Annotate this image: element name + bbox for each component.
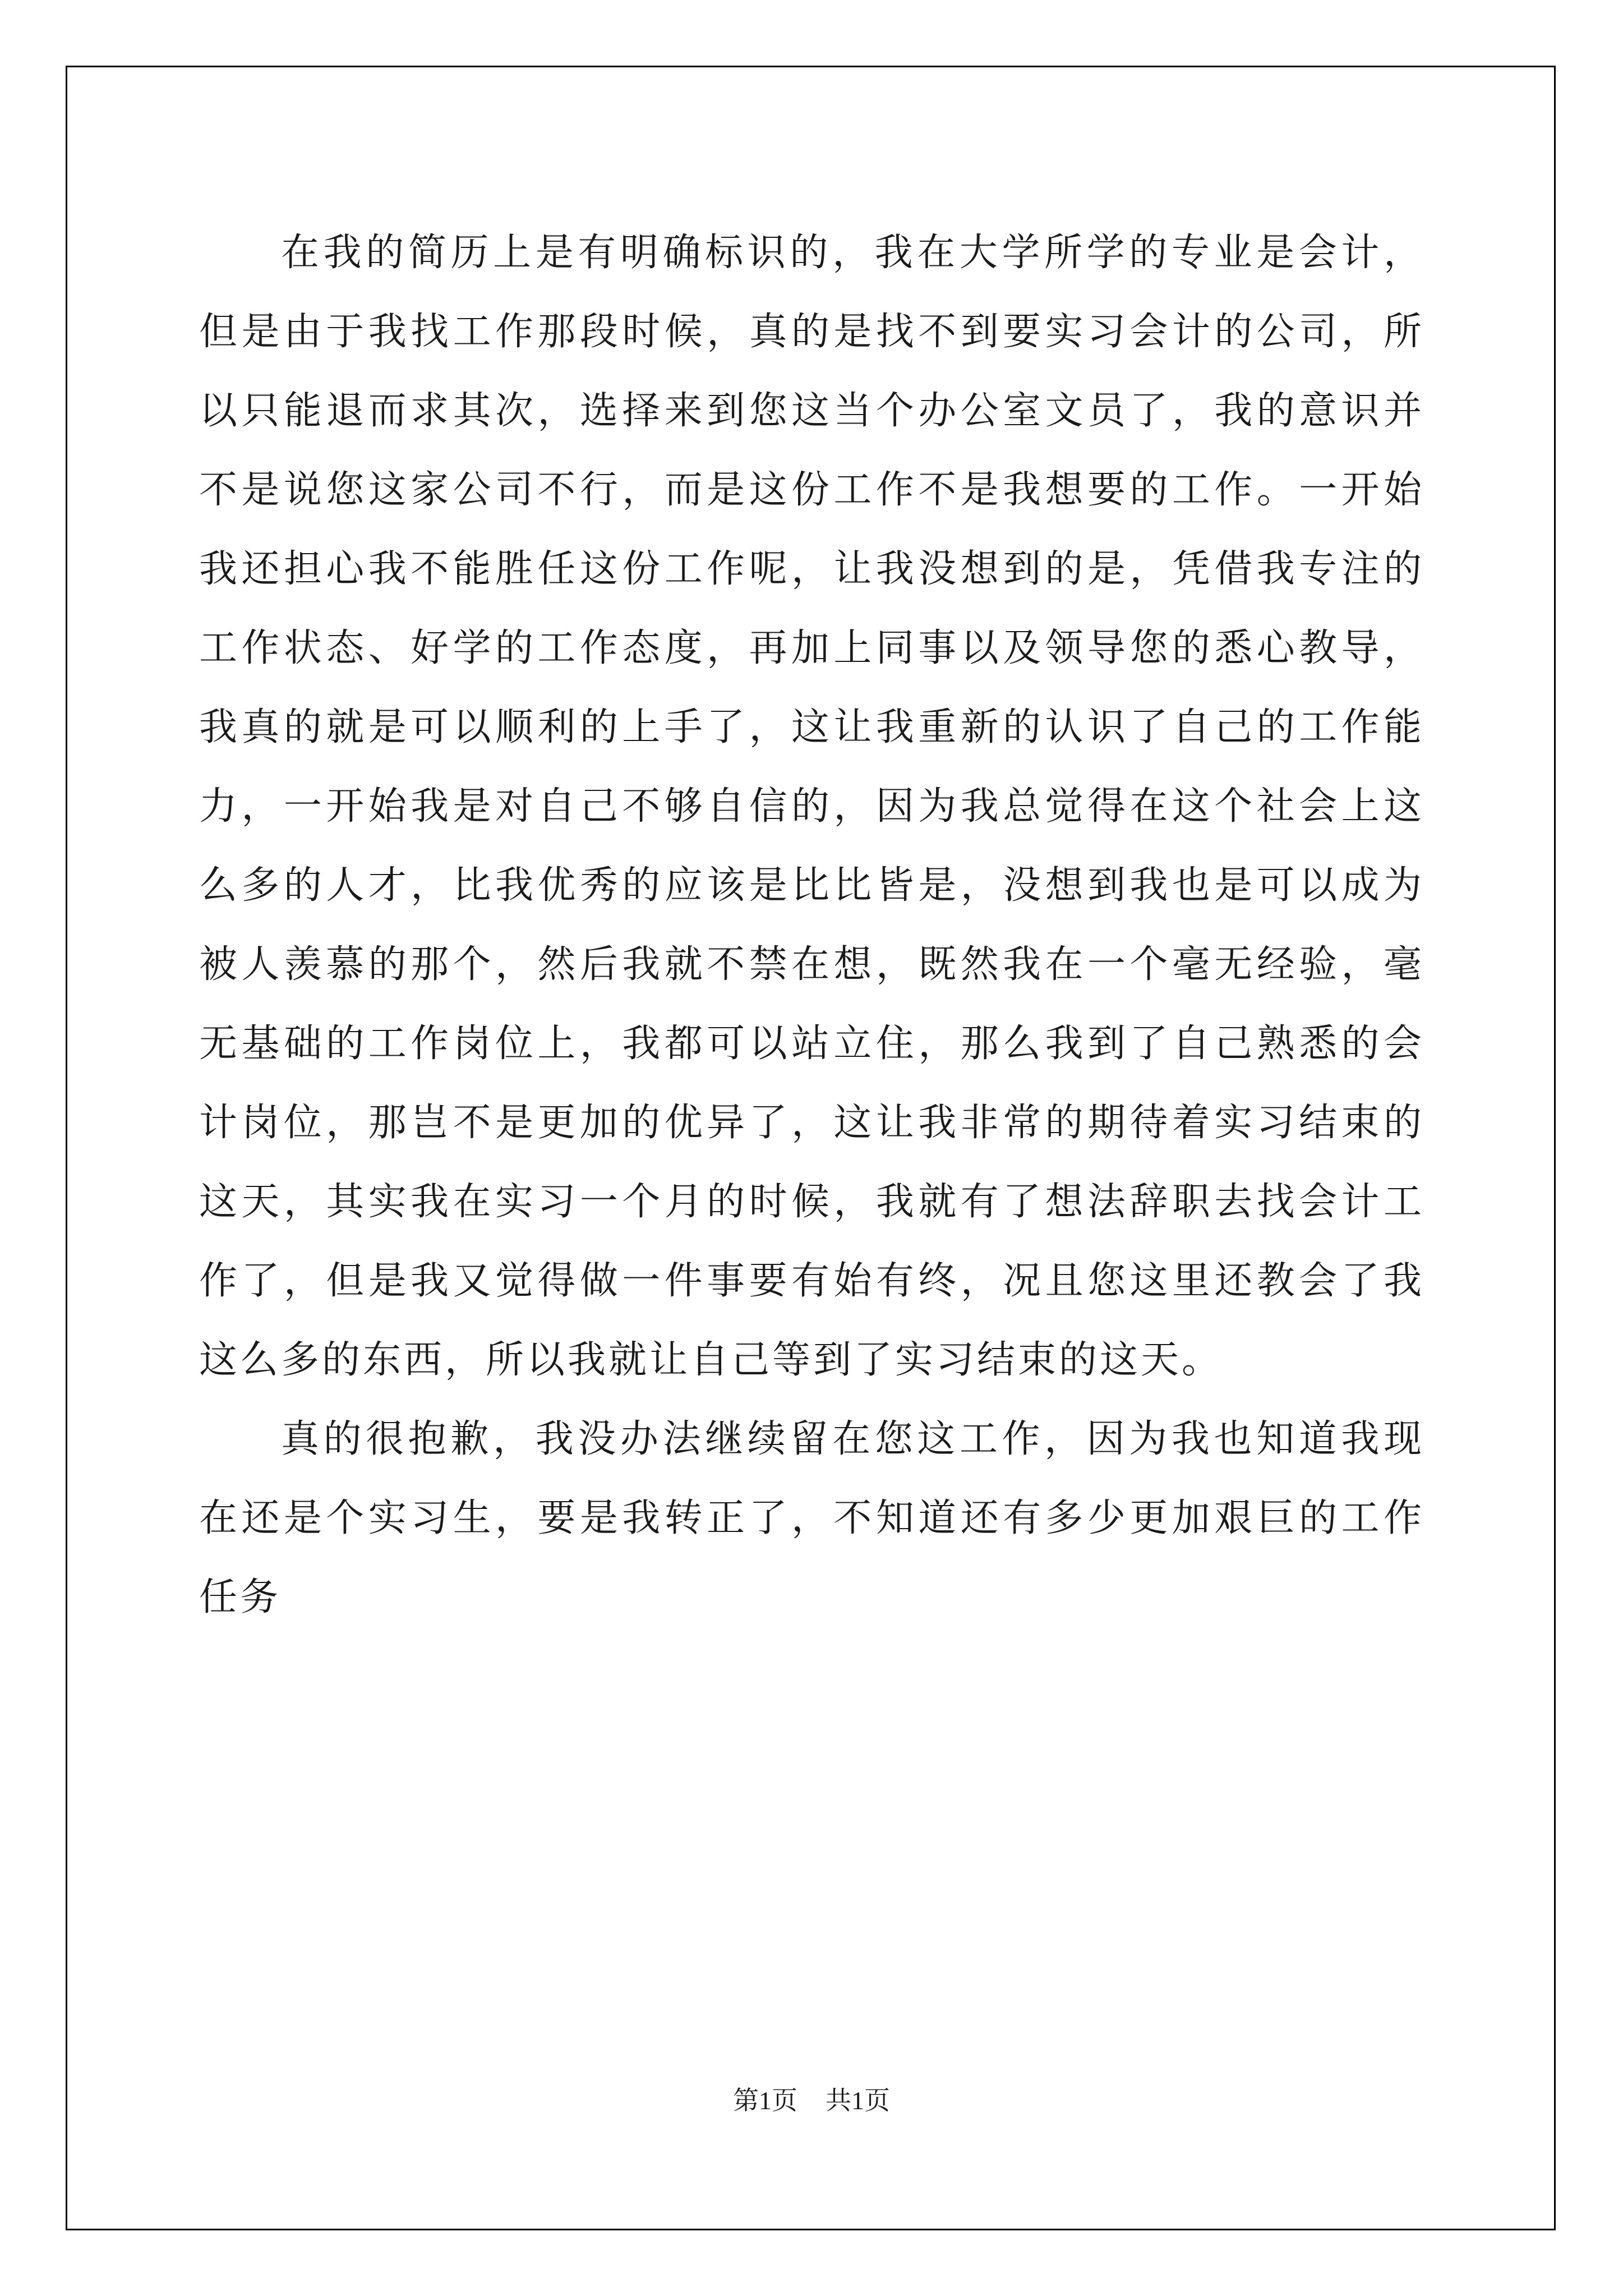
page-total: 共1页	[826, 2086, 890, 2115]
paragraph-2: 真的很抱歉，我没办法继续留在您这工作，因为我也知道我现在还是个实习生，要是我转正了，不知道还有多少更加艰巨的工作任务	[199, 1417, 1424, 1619]
page-number: 第1页	[733, 2086, 797, 2115]
paragraph-1: 在我的简历上是有明确标识的，我在大学所学的专业是会计，但是由于我找工作那段时候，真的是找不到要实习会计的公司，所以只能退而求其次，选择来到您这当个办公室文员了，我的意识并不是说您这家公司不行，而是这份工作不是我想要的工作。一开始我还担心我不能胜任这份工作呢，让我没想到的是，凭借我专注的工作状态、好学的工作态度，再加上同事以及领导您的悉心教导，我真的就是可以顺利的上手了，这让我重新的认识了自己的工作能力，一开始我是对自己不够自信的，因为我总觉得在这个社会上这么多的人才，比我优秀的应该是比比皆是，没想到我也是可以成为被人羡慕的那个，然后我就不禁在想，既然我在一个毫无经验，毫无基础的工作岗位上，我都可以站立住，那么我到了自己熟悉的会计岗位，那岂不是更加的优异了，这让我非常的期待着实习结束的这天，其实我在实习一个月的时候，我就有了想法辞职去找会计工作了，但是我又觉得做一件事要有始有终，况且您这里还教会了我这么多的东西，所以我就让自己等到了实习结束的这天。	[199, 231, 1424, 1382]
document-body	[199, 213, 1424, 1637]
page-footer	[0, 2084, 1623, 2118]
